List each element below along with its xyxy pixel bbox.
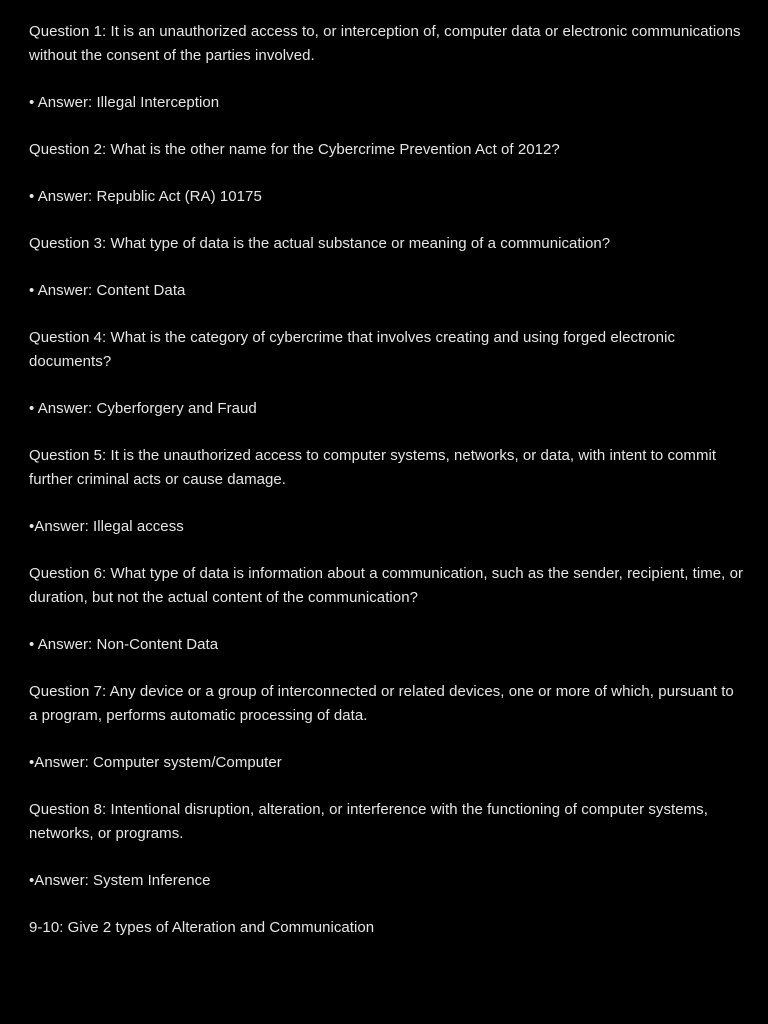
answer-8-text: •Answer: System Inference bbox=[29, 872, 211, 889]
question-2-text: Question 2: What is the other name for the Cybercrime Prevention Act of 2012? bbox=[29, 141, 560, 158]
question-3-text: Question 3: What type of data is the actual substance or meaning of a communication? bbox=[29, 235, 611, 252]
question-1-text: Question 1: It is an unauthorized access to, or interception of, computer data or electronic communications without the consent of the parties involved. bbox=[29, 23, 741, 64]
answer-4-text: • Answer: Cyberforgery and Fraud bbox=[29, 400, 257, 417]
quiz-document bbox=[29, 20, 744, 940]
question-6-text: Question 6: What type of data is information about a communication, such as the sender, recipient, time, or duration, but not the actual content of the communication? bbox=[29, 565, 744, 606]
answer-6-text: • Answer: Non-Content Data bbox=[29, 636, 219, 653]
answer-2-text: • Answer: Republic Act (RA) 10175 bbox=[29, 188, 262, 205]
question-5-text: Question 5: It is the unauthorized access to computer systems, networks, or data, with intent to commit further criminal acts or cause damage. bbox=[29, 447, 717, 488]
question-4-text: Question 4: What is the category of cybercrime that involves creating and using forged electronic documents? bbox=[29, 329, 676, 370]
answer-7-text: •Answer: Computer system/Computer bbox=[29, 754, 282, 771]
question-9-10-text: 9-10: Give 2 types of Alteration and Communication bbox=[29, 919, 375, 936]
answer-5-text: •Answer: Illegal access bbox=[29, 518, 184, 535]
question-8-text: Question 8: Intentional disruption, alteration, or interference with the functioning of computer systems, networks, or programs. bbox=[29, 801, 708, 842]
answer-1-text: • Answer: Illegal Interception bbox=[29, 94, 220, 111]
question-7-text: Question 7: Any device or a group of interconnected or related devices, one or more of which, pursuant to a program, performs automatic processing of data. bbox=[29, 683, 734, 724]
answer-3-text: • Answer: Content Data bbox=[29, 282, 186, 299]
